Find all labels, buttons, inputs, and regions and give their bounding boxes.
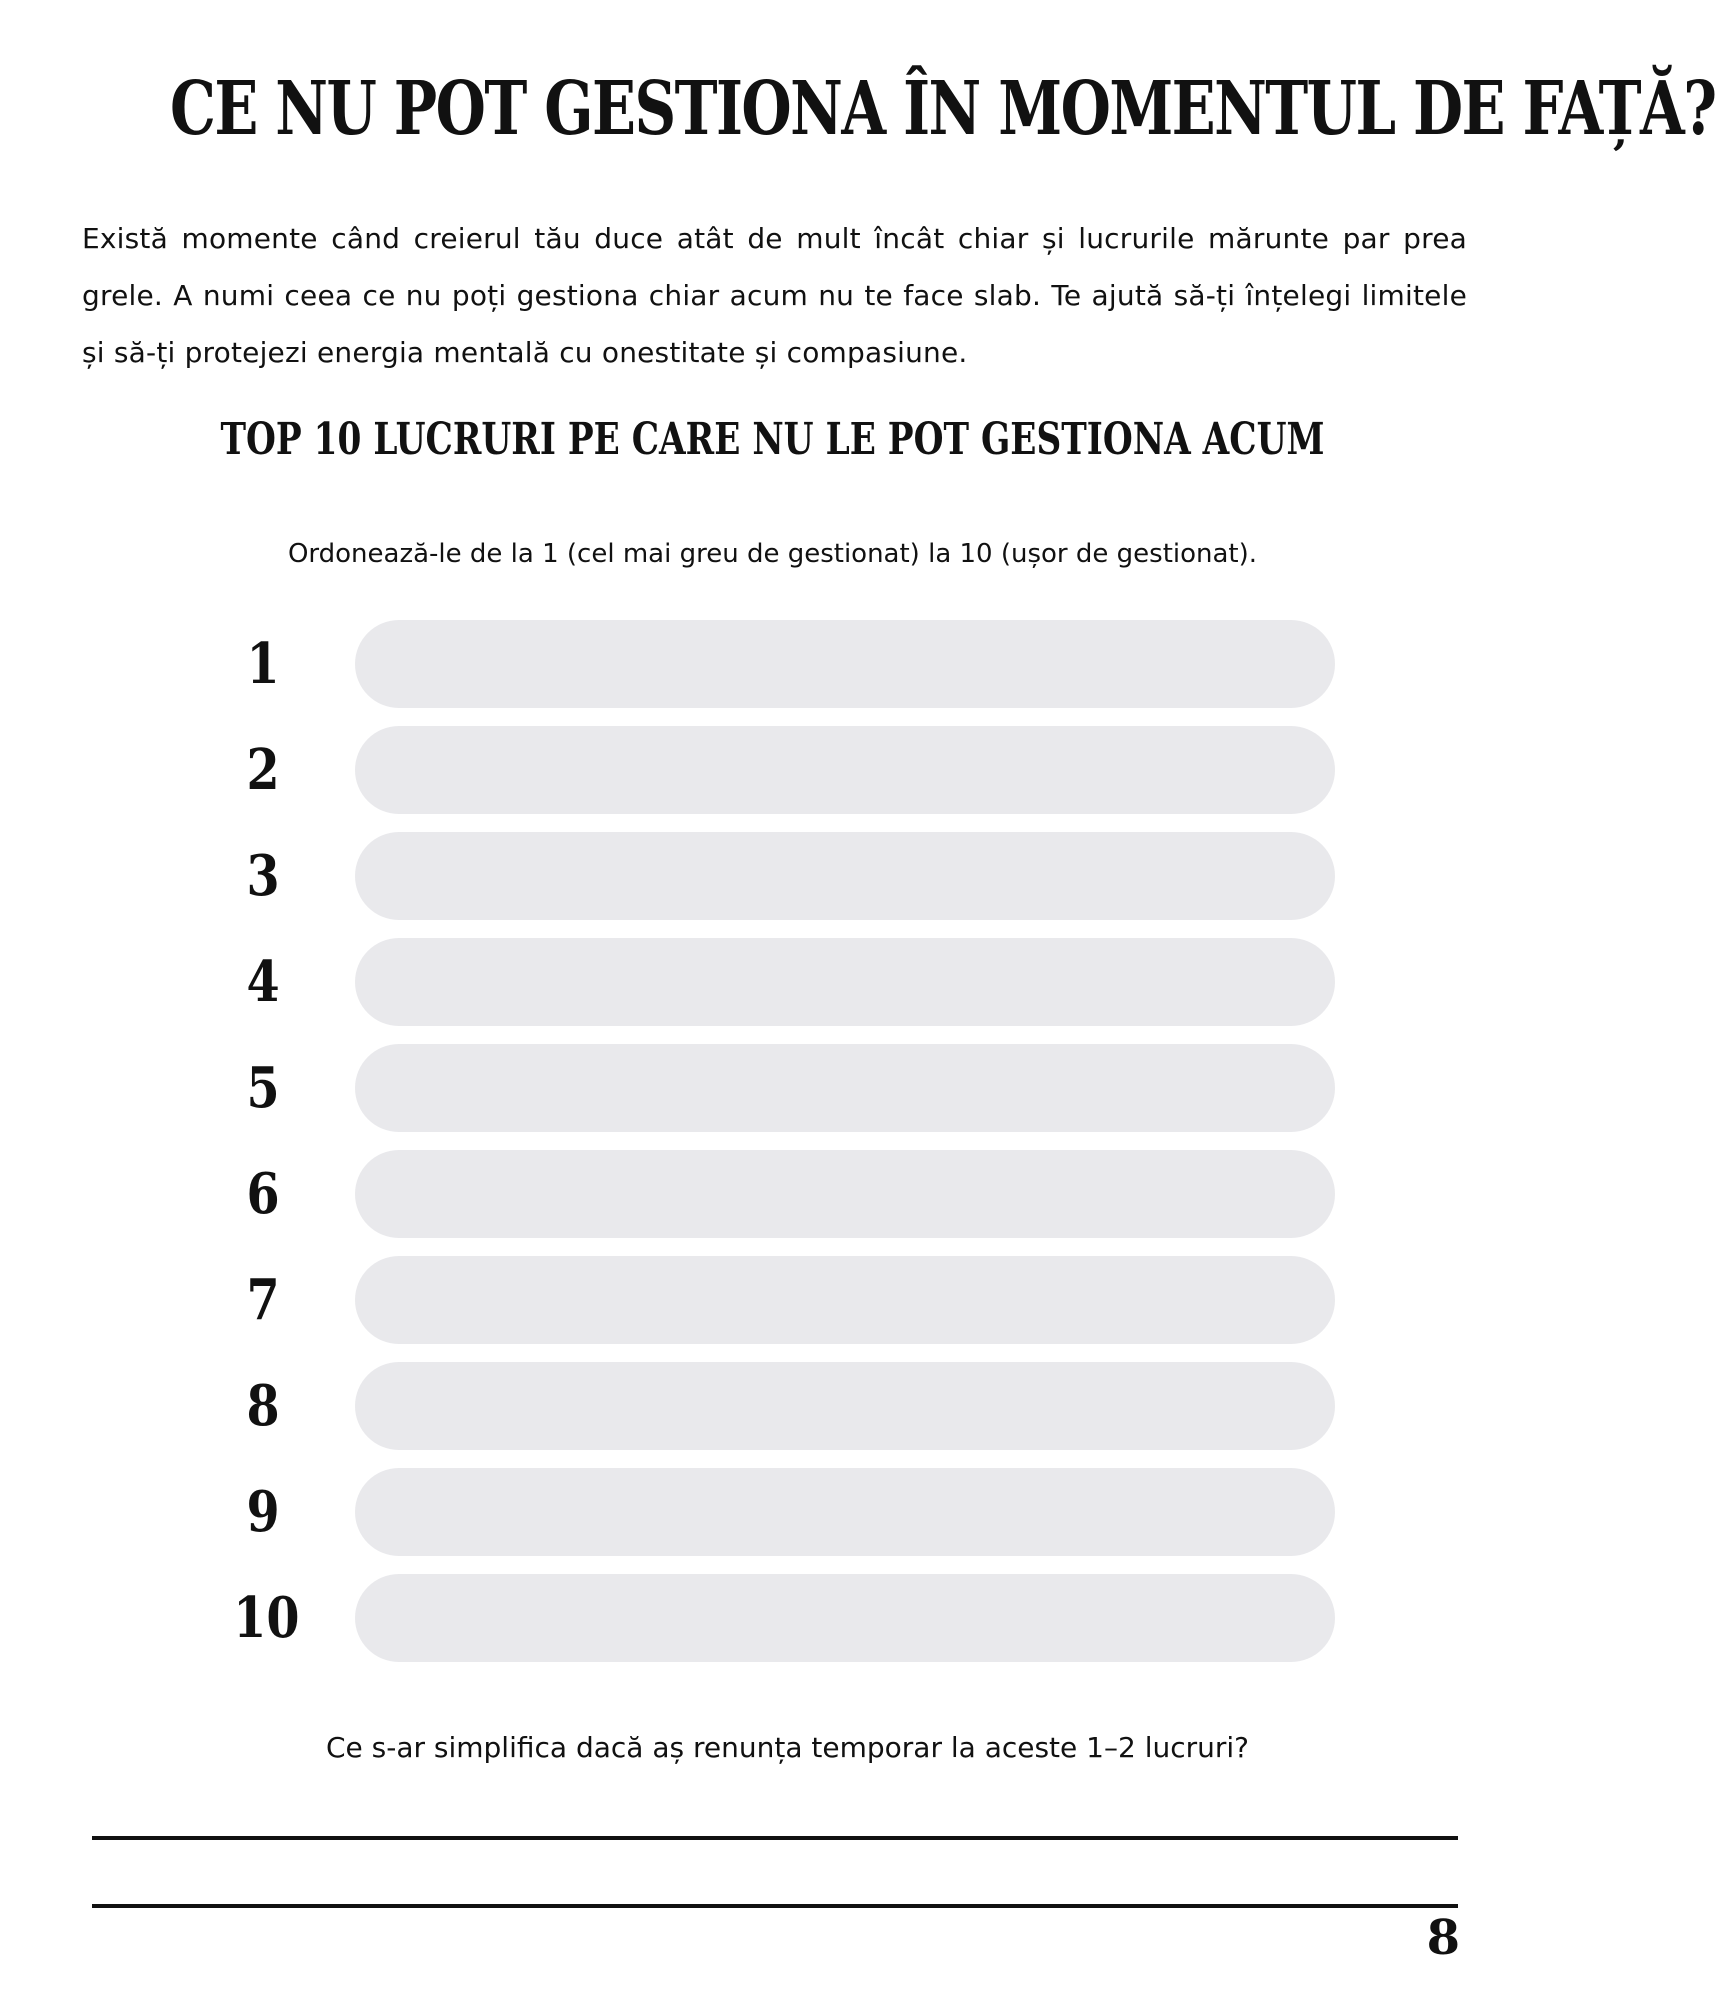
rank-number: 8 (246, 1373, 280, 1439)
page-number: 8 (1426, 1910, 1460, 1966)
reflection-question: Ce s-ar simplifica dacă aș renunța temporar la aceste 1–2 lucruri? (325, 1731, 1250, 1764)
rank-number: 3 (246, 843, 280, 909)
page-title: CE NU POT GESTIONA ÎN MOMENTUL DE FAȚĂ? (169, 66, 1715, 152)
rank-number: 5 (246, 1055, 280, 1121)
rank-number: 9 (246, 1479, 280, 1545)
ranking-row-8 (0, 1362, 1545, 1450)
ranking-row-3 (0, 832, 1545, 920)
rank-number: 4 (246, 949, 280, 1015)
rank-number: 1 (246, 631, 280, 697)
rank-answer-field[interactable] (355, 1362, 1335, 1450)
rank-number: 7 (246, 1267, 280, 1333)
intro-paragraph: Există momente când creierul tău duce atât de mult încât chiar și lucrurile mărunte par prea grele. A numi ceea ce nu poți gestiona chiar acum nu te face slab. Te ajută să-ți înțelegi limitele și să-ți protejezi energia mentală cu onestitate și compasiune. (82, 222, 1467, 369)
ranking-row-10 (0, 1574, 1545, 1662)
rank-answer-field[interactable] (355, 1044, 1335, 1132)
ranking-row-2 (0, 726, 1545, 814)
ranking-row-5 (0, 1044, 1545, 1132)
ranking-row-7 (0, 1256, 1545, 1344)
ranking-row-1 (0, 620, 1545, 708)
rank-number: 6 (246, 1161, 280, 1227)
answer-line-2[interactable] (92, 1904, 1458, 1908)
rank-number: 10 (233, 1585, 300, 1651)
rank-number: 2 (246, 737, 280, 803)
rank-answer-field[interactable] (355, 726, 1335, 814)
ranking-row-6 (0, 1150, 1545, 1238)
answer-line-1[interactable] (92, 1836, 1458, 1840)
rank-answer-field[interactable] (355, 1256, 1335, 1344)
ranking-instruction: Ordonează-le de la 1 (cel mai greu de gestionat) la 10 (ușor de gestionat). (287, 539, 1258, 569)
rank-answer-field[interactable] (355, 620, 1335, 708)
rank-answer-field[interactable] (355, 938, 1335, 1026)
ranking-row-9 (0, 1468, 1545, 1556)
ranking-row-4 (0, 938, 1545, 1026)
rank-answer-field[interactable] (355, 1468, 1335, 1556)
section-subtitle: TOP 10 LUCRURI PE CARE NU LE POT GESTIONA ACUM (220, 414, 1325, 465)
rank-answer-field[interactable] (355, 1574, 1335, 1662)
rank-answer-field[interactable] (355, 1150, 1335, 1238)
rank-answer-field[interactable] (355, 832, 1335, 920)
